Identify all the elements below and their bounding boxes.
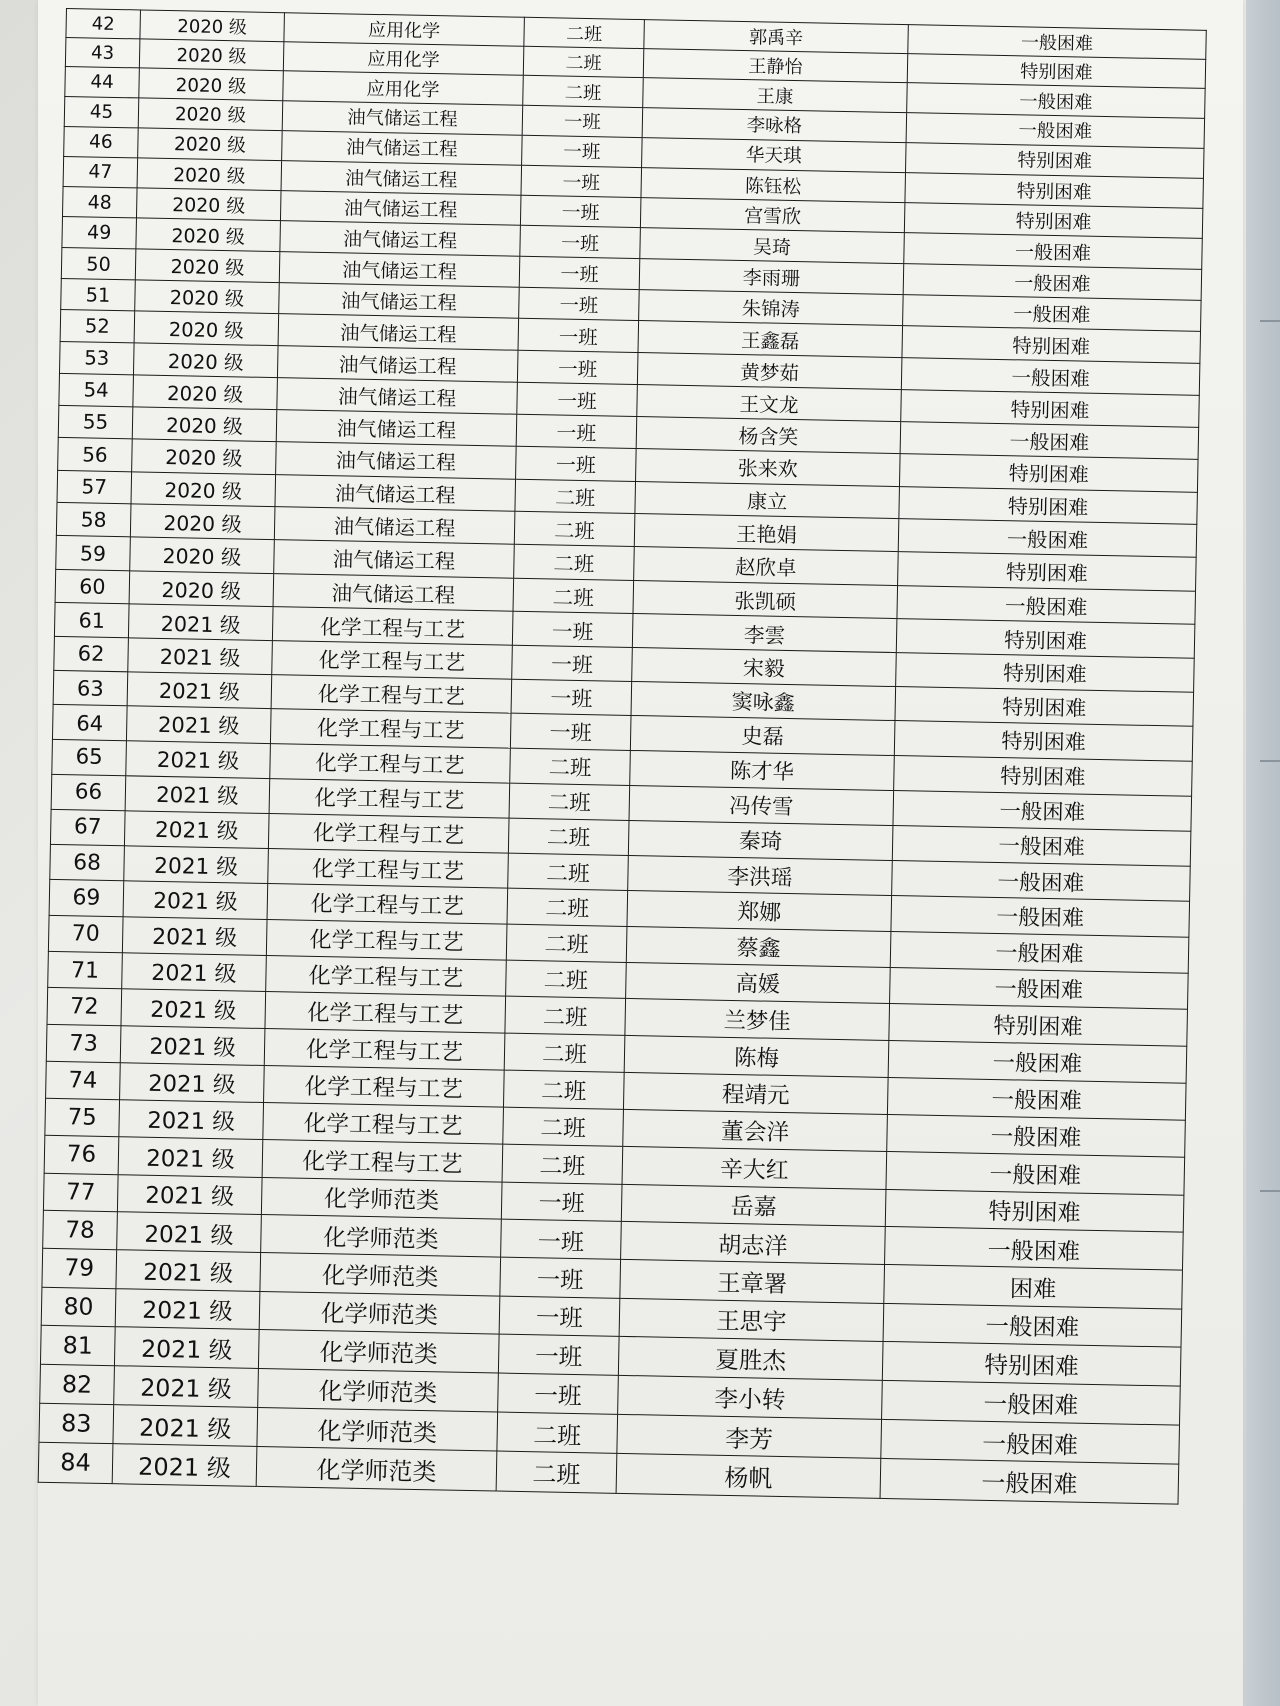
cell-grade: 2021 级 <box>126 706 271 743</box>
cell-major: 化学工程与工艺 <box>268 813 509 853</box>
cell-name: 王艳娟 <box>634 514 899 552</box>
cell-grade: 2021 级 <box>128 604 273 641</box>
cell-major: 化学师范类 <box>261 1215 502 1258</box>
cell-major: 油气储运工程 <box>279 252 520 288</box>
cell-name: 王康 <box>643 78 908 113</box>
cell-class: 一班 <box>501 1182 622 1222</box>
cell-name: 李咏格 <box>642 107 907 142</box>
cell-class: 二班 <box>523 76 644 108</box>
cell-level: 一般困难 <box>897 585 1196 624</box>
cell-class: 二班 <box>523 46 644 78</box>
cell-major: 化学师范类 <box>256 1447 497 1491</box>
cell-grade: 2021 级 <box>114 1327 259 1369</box>
cell-major: 化学师范类 <box>258 1368 499 1412</box>
cell-grade: 2020 级 <box>137 157 282 190</box>
student-table <box>38 8 1207 1504</box>
cell-name: 董会洋 <box>623 1109 888 1151</box>
cell-grade: 2020 级 <box>130 537 275 573</box>
cell-level: 一般困难 <box>880 1459 1179 1504</box>
cell-grade: 2020 级 <box>135 280 280 314</box>
cell-no: 42 <box>66 9 141 39</box>
cell-level: 特别困难 <box>885 1189 1184 1233</box>
cell-no: 68 <box>50 844 125 881</box>
cell-no: 79 <box>42 1249 117 1289</box>
cell-level: 一般困难 <box>887 1077 1186 1120</box>
cell-class: 二班 <box>514 545 635 581</box>
cell-grade: 2020 级 <box>136 188 281 221</box>
cell-class: 一班 <box>522 105 643 137</box>
cell-grade: 2020 级 <box>134 311 279 345</box>
cell-class: 二班 <box>513 578 634 614</box>
cell-major: 油气储运工程 <box>277 377 518 414</box>
cell-no: 58 <box>56 503 131 537</box>
cell-level: 一般困难 <box>901 358 1200 396</box>
cell-class: 一班 <box>516 414 637 449</box>
cell-class: 二班 <box>502 1144 623 1184</box>
cell-name: 吴琦 <box>640 228 905 264</box>
cell-grade: 2021 级 <box>121 989 266 1028</box>
cell-name: 李洪瑶 <box>628 855 893 896</box>
cell-grade: 2020 级 <box>139 39 284 71</box>
cell-grade: 2021 级 <box>118 1137 263 1177</box>
cell-grade: 2021 级 <box>117 1174 262 1215</box>
cell-level: 一般困难 <box>887 1114 1186 1157</box>
cell-class: 一班 <box>510 713 631 750</box>
cell-grade: 2021 级 <box>128 638 273 675</box>
cell-major: 化学工程与工艺 <box>270 709 511 748</box>
cell-major: 化学师范类 <box>258 1330 499 1373</box>
cell-no: 70 <box>48 915 123 952</box>
cell-no: 83 <box>39 1403 114 1444</box>
cell-level: 一般困难 <box>891 896 1190 938</box>
cell-class: 二班 <box>503 1107 624 1147</box>
cell-name: 华天琪 <box>642 137 907 172</box>
cell-major: 应用化学 <box>284 13 525 47</box>
cell-grade: 2020 级 <box>133 375 278 410</box>
cell-no: 82 <box>40 1364 115 1404</box>
cell-name: 陈钰松 <box>641 167 906 202</box>
cell-grade: 2021 级 <box>120 1062 265 1102</box>
cell-grade: 2020 级 <box>132 439 277 474</box>
cell-no: 66 <box>51 774 126 810</box>
cell-no: 55 <box>58 405 133 439</box>
cell-grade: 2020 级 <box>140 10 285 42</box>
cell-grade: 2021 级 <box>112 1444 257 1486</box>
cell-no: 44 <box>65 67 140 98</box>
cell-class: 一班 <box>520 195 641 228</box>
cell-grade: 2020 级 <box>139 68 284 100</box>
cell-name: 史磊 <box>630 716 895 756</box>
cell-no: 80 <box>41 1287 116 1327</box>
cell-major: 油气储运工程 <box>275 474 516 511</box>
cell-no: 63 <box>53 670 128 706</box>
cell-major: 化学工程与工艺 <box>262 1140 503 1182</box>
cell-level: 一般困难 <box>892 860 1191 901</box>
cell-level: 一般困难 <box>907 83 1206 118</box>
cell-level: 困难 <box>884 1265 1183 1309</box>
cell-class: 一班 <box>516 446 637 481</box>
cell-grade: 2021 级 <box>123 881 268 920</box>
cell-class: 一班 <box>498 1373 619 1414</box>
cell-name: 王文龙 <box>637 384 902 421</box>
cell-name: 郑娜 <box>627 891 892 932</box>
cell-level: 一般困难 <box>903 295 1202 332</box>
cell-class: 二班 <box>524 17 645 48</box>
cell-no: 65 <box>52 739 127 775</box>
cell-grade: 2021 级 <box>114 1366 259 1408</box>
cell-major: 油气储运工程 <box>282 130 523 165</box>
cell-major: 化学工程与工艺 <box>266 956 507 997</box>
cell-grade: 2020 级 <box>138 98 283 131</box>
cell-major: 化学工程与工艺 <box>268 848 509 888</box>
cell-name: 陈梅 <box>624 1035 889 1077</box>
table-body <box>38 9 1206 1504</box>
cell-level: 一般困难 <box>881 1419 1180 1464</box>
cell-no: 64 <box>52 705 127 741</box>
cell-class: 一班 <box>511 679 632 716</box>
cell-class: 二班 <box>497 1412 618 1454</box>
cell-no: 78 <box>43 1211 118 1250</box>
cell-name: 胡志洋 <box>621 1222 886 1265</box>
cell-no: 47 <box>63 156 138 188</box>
cell-no: 69 <box>49 880 124 917</box>
cell-major: 化学师范类 <box>260 1253 501 1296</box>
cell-level: 一般困难 <box>883 1303 1182 1347</box>
cell-major: 化学工程与工艺 <box>271 675 512 714</box>
cell-grade: 2020 级 <box>129 570 274 606</box>
cell-name: 李雨珊 <box>639 259 904 295</box>
cell-level: 一般困难 <box>906 112 1205 148</box>
cell-major: 化学工程与工艺 <box>263 1102 504 1144</box>
cell-grade: 2021 级 <box>117 1212 262 1253</box>
cell-major: 油气储运工程 <box>278 314 519 350</box>
cell-level: 一般困难 <box>892 825 1191 866</box>
cell-class: 一班 <box>518 319 639 353</box>
cell-level: 特别困难 <box>904 203 1203 239</box>
cell-class: 二班 <box>505 997 626 1036</box>
cell-no: 56 <box>58 438 133 472</box>
cell-major: 化学工程与工艺 <box>272 641 513 680</box>
cell-level: 特别困难 <box>906 142 1205 178</box>
cell-grade: 2021 级 <box>116 1250 261 1291</box>
cell-level: 特别困难 <box>899 454 1198 492</box>
cell-no: 62 <box>54 636 129 671</box>
cell-no: 45 <box>64 96 139 127</box>
cell-major: 油气储运工程 <box>276 409 517 446</box>
cell-level: 一般困难 <box>898 519 1197 558</box>
cell-no: 71 <box>48 951 123 989</box>
cell-major: 化学工程与工艺 <box>266 920 507 961</box>
cell-class: 一班 <box>519 287 640 321</box>
cell-level: 特别困难 <box>889 1004 1188 1046</box>
cell-grade: 2021 级 <box>115 1288 260 1329</box>
cell-level: 特别困难 <box>894 721 1193 761</box>
cell-class: 二班 <box>508 818 629 856</box>
cell-no: 67 <box>50 809 125 846</box>
cell-no: 54 <box>59 373 134 406</box>
cell-name: 杨帆 <box>616 1454 881 1499</box>
cell-no: 49 <box>62 217 137 249</box>
background-edge <box>1246 0 1280 1706</box>
cell-class: 二班 <box>504 1033 625 1072</box>
cell-level: 一般困难 <box>893 790 1192 831</box>
cell-no: 57 <box>57 470 132 504</box>
cell-class: 二班 <box>506 924 627 962</box>
cell-grade: 2021 级 <box>124 846 269 884</box>
cell-no: 53 <box>59 341 134 374</box>
cell-no: 52 <box>60 310 135 343</box>
cell-major: 油气储运工程 <box>280 191 521 226</box>
cell-name: 王思宇 <box>619 1298 884 1342</box>
cell-name: 朱锦涛 <box>639 290 904 326</box>
cell-grade: 2020 级 <box>130 504 275 540</box>
cell-name: 程靖元 <box>623 1072 888 1114</box>
cell-name: 蔡鑫 <box>626 927 891 968</box>
cell-class: 二班 <box>510 748 631 785</box>
cell-major: 化学工程与工艺 <box>264 1028 505 1069</box>
cell-class: 二班 <box>508 853 629 891</box>
cell-level: 一般困难 <box>900 421 1199 459</box>
cell-grade: 2020 级 <box>131 471 276 507</box>
cell-grade: 2020 级 <box>133 343 278 378</box>
cell-major: 化学师范类 <box>261 1177 502 1219</box>
cell-major: 应用化学 <box>283 42 524 76</box>
cell-name: 李雲 <box>632 614 897 653</box>
cell-name: 陈才华 <box>630 750 895 790</box>
cell-name: 杨含笑 <box>636 416 901 453</box>
cell-no: 46 <box>64 126 139 157</box>
cell-name: 秦琦 <box>628 820 893 860</box>
cell-major: 化学工程与工艺 <box>265 992 506 1033</box>
cell-level: 特别困难 <box>896 619 1195 659</box>
cell-no: 84 <box>38 1442 113 1483</box>
cell-class: 二班 <box>506 960 627 999</box>
cell-name: 兰梦佳 <box>625 999 890 1041</box>
cell-name: 黄梦茹 <box>637 353 902 390</box>
cell-major: 化学师范类 <box>259 1291 500 1334</box>
cell-grade: 2021 级 <box>122 917 267 956</box>
cell-major: 化学工程与工艺 <box>270 743 511 782</box>
cell-level: 一般困难 <box>890 968 1189 1010</box>
cell-level: 一般困难 <box>882 1380 1181 1425</box>
cell-level: 特别困难 <box>902 326 1201 363</box>
cell-no: 59 <box>56 536 131 571</box>
cell-no: 74 <box>46 1061 121 1099</box>
cell-class: 一班 <box>519 256 640 289</box>
cell-no: 61 <box>54 603 129 638</box>
cell-major: 油气储运工程 <box>274 507 515 545</box>
cell-name: 王鑫磊 <box>638 321 903 358</box>
cell-no: 50 <box>61 248 136 280</box>
cell-class: 一班 <box>520 226 641 259</box>
student-table-wrapper <box>38 8 1206 1504</box>
cell-level: 特别困难 <box>895 687 1194 727</box>
cell-name: 宫雪欣 <box>640 197 905 233</box>
cell-grade: 2021 级 <box>126 741 271 779</box>
cell-level: 一般困难 <box>886 1152 1185 1195</box>
cell-grade: 2020 级 <box>138 128 283 161</box>
cell-class: 二班 <box>507 889 628 927</box>
cell-name: 李小转 <box>618 1375 883 1419</box>
cell-class: 二班 <box>496 1451 617 1493</box>
cell-major: 油气储运工程 <box>282 100 523 134</box>
cell-major: 油气储运工程 <box>276 442 517 479</box>
cell-class: 一班 <box>512 645 633 681</box>
cell-name: 郭禹辛 <box>644 20 909 54</box>
cell-grade: 2021 级 <box>120 1026 265 1066</box>
cell-level: 一般困难 <box>903 264 1202 301</box>
cell-major: 化学工程与工艺 <box>264 1065 505 1107</box>
cell-no: 73 <box>46 1024 121 1062</box>
cell-major: 化学工程与工艺 <box>272 607 513 645</box>
cell-level: 特别困难 <box>905 172 1204 208</box>
cell-grade: 2020 级 <box>132 407 277 442</box>
cell-major: 应用化学 <box>283 71 524 105</box>
cell-name: 冯传雪 <box>629 785 894 825</box>
cell-grade: 2021 级 <box>125 775 270 813</box>
cell-major: 油气储运工程 <box>273 573 514 611</box>
cell-class: 二班 <box>503 1070 624 1109</box>
cell-name: 夏胜杰 <box>618 1337 883 1381</box>
cell-grade: 2020 级 <box>135 249 280 283</box>
cell-level: 一般困难 <box>904 233 1203 270</box>
cell-class: 一班 <box>499 1296 620 1337</box>
cell-class: 一班 <box>517 350 638 384</box>
cell-class: 一班 <box>500 1257 621 1298</box>
cell-level: 一般困难 <box>885 1227 1184 1271</box>
cell-class: 二班 <box>514 512 635 547</box>
cell-name: 宋毅 <box>632 647 897 686</box>
cell-name: 康立 <box>635 481 900 519</box>
cell-grade: 2021 级 <box>124 810 269 848</box>
cell-level: 一般困难 <box>890 932 1189 974</box>
cell-name: 李芳 <box>617 1414 882 1458</box>
cell-level: 特别困难 <box>896 653 1195 693</box>
cell-name: 赵欣卓 <box>634 547 899 585</box>
cell-no: 81 <box>40 1325 115 1365</box>
cell-name: 辛大红 <box>622 1146 887 1189</box>
cell-level: 特别困难 <box>899 486 1198 525</box>
cell-level: 一般困难 <box>888 1040 1187 1083</box>
cell-class: 二班 <box>509 783 630 820</box>
cell-name: 张凯硕 <box>633 580 898 619</box>
cell-grade: 2021 级 <box>119 1099 264 1139</box>
cell-major: 油气储运工程 <box>279 283 520 319</box>
cell-grade: 2020 级 <box>136 218 281 252</box>
cell-name: 高媛 <box>626 963 891 1004</box>
cell-no: 76 <box>44 1135 119 1174</box>
cell-class: 一班 <box>501 1219 622 1259</box>
cell-name: 窦咏鑫 <box>631 681 896 720</box>
cell-name: 张来欢 <box>636 449 901 487</box>
cell-major: 化学师范类 <box>257 1407 498 1451</box>
cell-no: 43 <box>65 38 140 69</box>
cell-no: 72 <box>47 988 122 1026</box>
cell-level: 特别困难 <box>901 389 1200 427</box>
cell-no: 51 <box>61 279 136 312</box>
cell-grade: 2021 级 <box>127 672 272 709</box>
cell-major: 化学工程与工艺 <box>269 778 510 818</box>
cell-level: 特别困难 <box>898 552 1197 591</box>
cell-major: 油气储运工程 <box>281 160 522 195</box>
cell-class: 二班 <box>515 479 636 514</box>
cell-major: 油气储运工程 <box>280 221 521 256</box>
cell-no: 77 <box>43 1173 118 1212</box>
cell-level: 特别困难 <box>894 755 1193 796</box>
cell-class: 一班 <box>517 382 638 416</box>
cell-major: 油气储运工程 <box>277 346 518 382</box>
cell-no: 48 <box>62 186 137 218</box>
cell-class: 一班 <box>512 611 633 647</box>
cell-major: 化学工程与工艺 <box>267 884 508 924</box>
cell-name: 岳嘉 <box>621 1184 886 1227</box>
cell-level: 一般困难 <box>908 25 1207 60</box>
cell-level: 特别困难 <box>907 54 1206 89</box>
cell-name: 王章署 <box>620 1260 885 1303</box>
cell-no: 60 <box>55 569 130 604</box>
cell-class: 一班 <box>521 165 642 198</box>
cell-class: 一班 <box>522 135 643 167</box>
cell-class: 一班 <box>498 1334 619 1375</box>
cell-grade: 2021 级 <box>113 1405 258 1447</box>
cell-no: 75 <box>45 1098 120 1137</box>
cell-grade: 2021 级 <box>122 953 267 992</box>
cell-major: 油气储运工程 <box>274 540 515 578</box>
cell-level: 特别困难 <box>882 1342 1181 1387</box>
cell-name: 王静怡 <box>643 49 908 83</box>
